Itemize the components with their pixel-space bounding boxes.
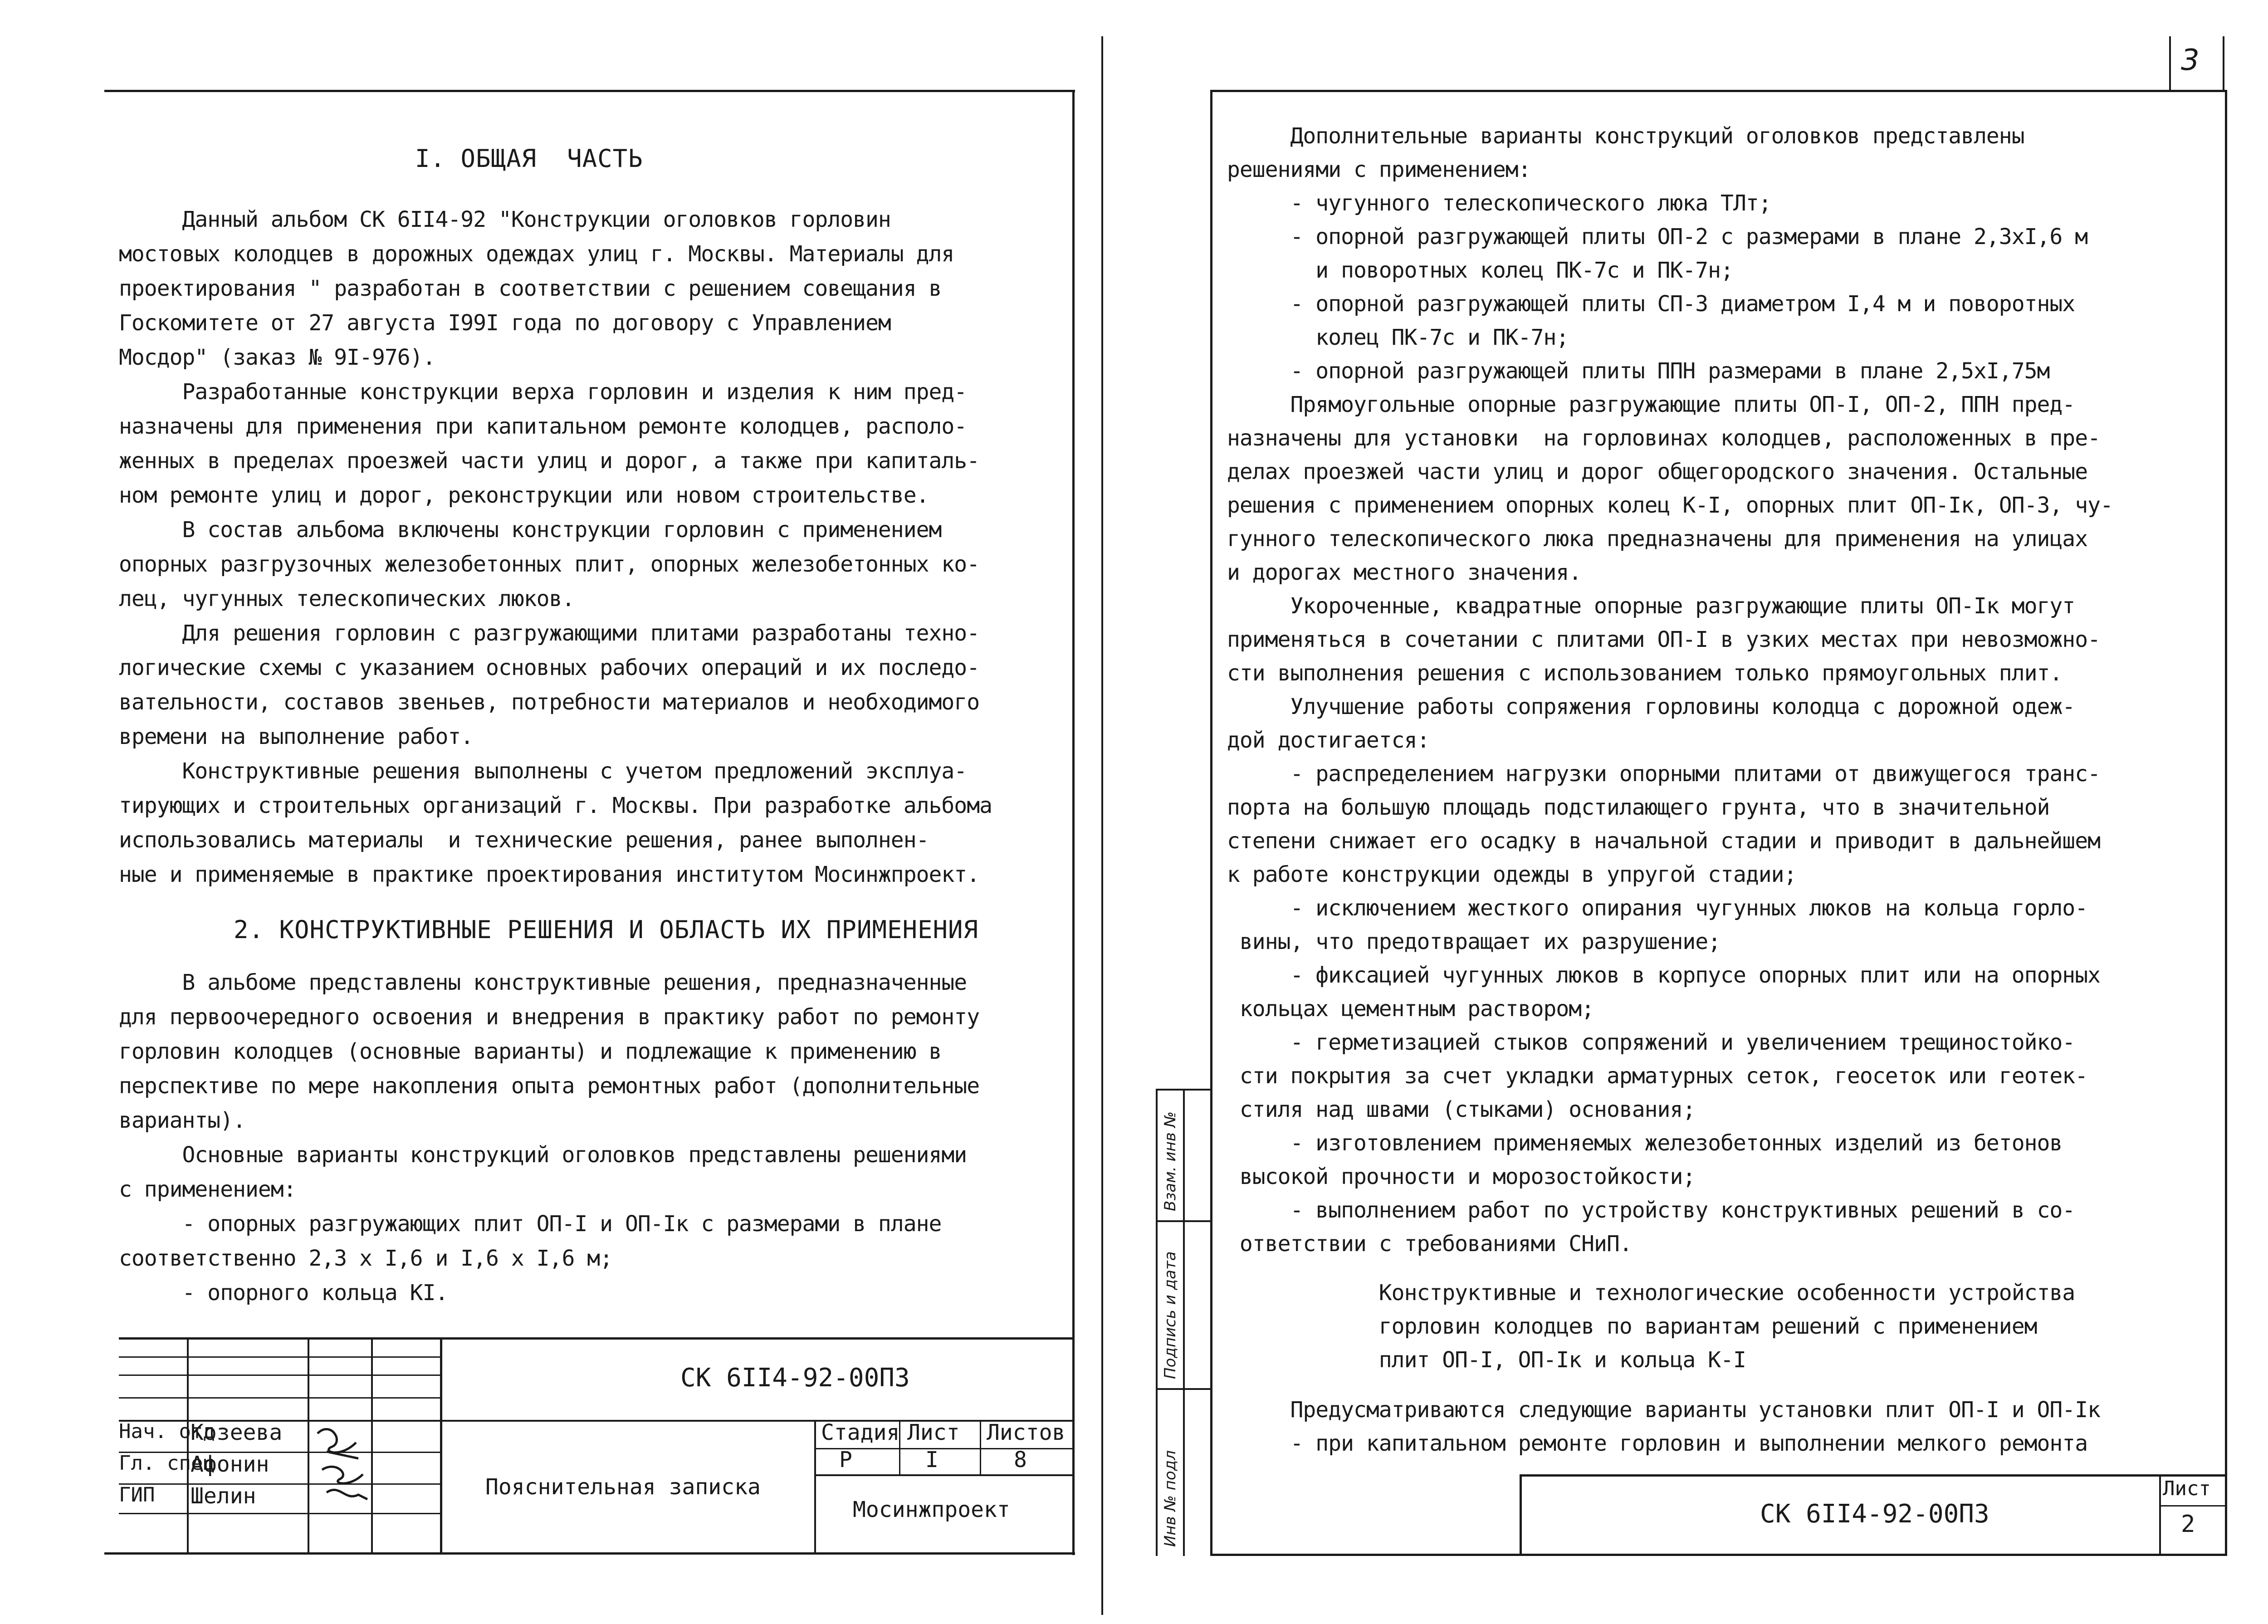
text-line: - распределением нагрузки опорными плитами от движущегося транс- xyxy=(1227,761,2100,787)
text-line: и поворотных колец ПК-7с и ПК-7н; xyxy=(1227,258,1733,283)
margin-strip-inner xyxy=(1183,1089,1185,1556)
text-line: соответственно 2,3 х I,6 и I,6 х I,6 м; xyxy=(119,1246,613,1271)
text-line: - опорной разгружающей плиты ППН размерами в плане 2,5хI,75м xyxy=(1227,358,2050,384)
right-sheet-top-border xyxy=(1210,90,2227,92)
page-number-box-left xyxy=(2169,36,2171,90)
text-line: В альбоме представлены конструктивные решения, предназначенные xyxy=(119,970,967,995)
stamp-sheets-value: 8 xyxy=(1014,1447,1027,1472)
text-line: вательности, составов звеньев, потребности материалов и необходимого xyxy=(119,690,980,715)
text-line: Разработанные конструкции верха горловин и изделия к ним пред- xyxy=(119,379,967,405)
margin-strip-rule xyxy=(1156,1388,1212,1390)
text-line: стиля над швами (стыками) основания; xyxy=(1227,1097,1696,1122)
stamp-rule xyxy=(440,1337,442,1552)
text-line: - герметизацией стыков сопряжений и увеличением трещиностойко- xyxy=(1227,1030,2075,1055)
text-line: применяться в сочетании с плитами ОП-I в узких местах при невозможно- xyxy=(1227,627,2100,652)
text-line: плит ОП-I, ОП-Iк и кольца К-I xyxy=(1227,1347,1746,1373)
text-line: тирующих и строительных организаций г. Москвы. При разработке альбома xyxy=(119,793,992,818)
page-number: 3 xyxy=(2181,44,2200,77)
stamp-name: Шелин xyxy=(191,1483,256,1509)
text-line: - опорной разгружающей плиты СП-3 диаметром I,4 м и поворотных xyxy=(1227,291,2075,317)
margin-strip-rule xyxy=(1156,1220,1212,1222)
text-line: делах проезжей части улиц и дорог общегородского значения. Остальные xyxy=(1227,459,2088,484)
text-line: Конструктивные и технологические особенности устройства xyxy=(1227,1280,2075,1306)
text-line: сти покрытия за счет укладки арматурных сеток, геосеток или геотек- xyxy=(1227,1063,2088,1089)
stamp-rule xyxy=(814,1474,1074,1476)
text-line: логические схемы с указанием основных рабочих операций и их последо- xyxy=(119,655,980,680)
stamp-stage-value: Р xyxy=(839,1447,852,1472)
text-line: решениями с применением: xyxy=(1227,157,1531,182)
text-line: сти выполнения решения с использованием только прямоугольных плит. xyxy=(1227,660,2063,686)
right-sheet-right-border xyxy=(2225,90,2227,1556)
stamp-doc-code: СК 6II4-92-00ПЗ xyxy=(1760,1499,1989,1529)
stamp-sheet-label: Лист xyxy=(2163,1477,2211,1500)
text-line: решения с применением опорных колец К-I, опорных плит ОП-Iк, ОП-3, чу- xyxy=(1227,493,2113,518)
stamp-role: Нач. отд xyxy=(119,1420,215,1443)
text-line: ном ремонте улиц и дорог, реконструкции или новом строительстве. xyxy=(119,483,929,508)
text-line: - выполнением работ по устройству конструктивных решений в со- xyxy=(1227,1198,2075,1223)
stamp-rule xyxy=(2159,1505,2227,1507)
text-line: колец ПК-7с и ПК-7н; xyxy=(1227,325,1569,350)
stamp-rule xyxy=(2159,1474,2161,1555)
text-line: кольцах цементным раствором; xyxy=(1227,996,1594,1022)
text-line: лец, чугунных телескопических люков. xyxy=(119,586,575,611)
stamp-rule xyxy=(119,1513,442,1514)
text-line: - опорной разгружающей плиты ОП-2 с размерами в плане 2,3хI,6 м xyxy=(1227,224,2088,249)
text-line: женных в пределах проезжей части улиц и дорог, а также при капиталь- xyxy=(119,448,980,474)
text-line: Для решения горловин с разгружающими плитами разработаны техно- xyxy=(119,621,980,646)
stamp-doc-code: СК 6II4-92-00ПЗ xyxy=(680,1363,910,1393)
margin-label-inv: Инв № подл xyxy=(1161,1450,1179,1547)
text-line: Мосдор" (заказ № 9I-976). xyxy=(119,345,435,370)
text-line: вины, что предотвращает их разрушение; xyxy=(1227,929,1721,954)
stamp-rule xyxy=(119,1483,442,1485)
text-line: назначены для применения при капитальном ремонте колодцев, располо- xyxy=(119,414,967,439)
text-line: и дорогах местного значения. xyxy=(1227,560,1582,585)
text-line: степени снижает его осадку в начальной стадии и приводит в дальнейшем xyxy=(1227,828,2100,854)
text-line: - при капитальном ремонте горловин и выполнении мелкого ремонта xyxy=(1227,1431,2088,1456)
margin-strip-left xyxy=(1156,1089,1158,1556)
text-line: времени на выполнение работ. xyxy=(119,724,474,749)
margin-strip-top xyxy=(1156,1089,1212,1091)
text-line: горловин колодцев по вариантам решений с применением xyxy=(1227,1314,2037,1339)
stamp-org: Мосинжпроект xyxy=(853,1497,1010,1522)
text-line: дой достигается: xyxy=(1227,728,1430,753)
right-sheet-left-border xyxy=(1210,90,1212,1556)
margin-label-vzam: Взам. инв № xyxy=(1161,1111,1179,1211)
text-line: высокой прочности и морозостойкости; xyxy=(1227,1164,1696,1189)
stamp-rule xyxy=(187,1337,189,1552)
stamp-rule xyxy=(119,1356,442,1358)
stamp-rule xyxy=(980,1420,981,1476)
text-line: - чугунного телескопического люка ТЛт; xyxy=(1227,191,1771,216)
text-line: - фиксацией чугунных люков в корпусе опорных плит или на опорных xyxy=(1227,963,2100,988)
signature-icon xyxy=(313,1415,372,1511)
text-line: порта на большую площадь подстилающего грунта, что в значительной xyxy=(1227,795,2050,820)
spread-divider xyxy=(1101,36,1103,1615)
text-line: использовались материалы и технические решения, ранее выполнен- xyxy=(119,827,929,853)
margin-label-signature: Подпись и дата xyxy=(1161,1251,1179,1379)
text-line: Госкомитете от 27 августа I99I года по договору с Управлением xyxy=(119,310,891,336)
text-line: варианты). xyxy=(119,1108,245,1133)
text-line: Дополнительные варианты конструкций оголовков представлены xyxy=(1227,123,2024,149)
text-line: - изготовлением применяемых железобетонных изделий из бетонов xyxy=(1227,1130,2063,1156)
text-line: Укороченные, квадратные опорные разгружающие плиты ОП-Iк могут xyxy=(1227,593,2075,619)
text-line: - опорных разгружающих плит ОП-I и ОП-Iк с размерами в плане xyxy=(119,1211,942,1237)
stamp-rule xyxy=(814,1448,1074,1449)
text-line: Данный альбом СК 6II4-92 "Конструкции оголовков горловин xyxy=(119,207,891,232)
left-sheet-right-border xyxy=(1072,90,1075,1555)
text-line: проектирования " разработан в соответствии с решением совещания в xyxy=(119,276,942,301)
stamp-role: ГИП xyxy=(119,1483,155,1507)
stamp-rule xyxy=(1520,1474,2227,1477)
stamp-rule xyxy=(308,1337,309,1552)
text-line: перспективе по мере накопления опыта ремонтных работ (дополнительные xyxy=(119,1073,980,1099)
stamp-name: Афонин xyxy=(191,1452,269,1477)
stamp-name: Козеева xyxy=(191,1420,283,1445)
text-line: Предусматриваются следующие варианты установки плит ОП-I и ОП-Iк xyxy=(1227,1397,2100,1423)
stamp-rule xyxy=(119,1397,442,1399)
stamp-sheet-number: 2 xyxy=(2181,1511,2195,1538)
text-line: - опорного кольца КI. xyxy=(119,1280,448,1306)
stamp-rule xyxy=(119,1375,442,1376)
stamp-doc-title: Пояснительная записка xyxy=(485,1474,761,1500)
left-sheet-bottom-border xyxy=(104,1552,1075,1555)
text-line: Улучшение работы сопряжения горловины колодца с дорожной одеж- xyxy=(1227,694,2075,719)
text-line: В состав альбома включены конструкции горловин с применением xyxy=(119,517,942,543)
text-line: горловин колодцев (основные варианты) и подлежащие к применению в xyxy=(119,1039,942,1064)
stamp-rule xyxy=(119,1337,1074,1340)
left-sheet-top-border xyxy=(104,90,1075,92)
stamp-role: Гл. спец xyxy=(119,1452,215,1475)
text-line: Конструктивные решения выполнены с учетом предложений эксплуа- xyxy=(119,758,967,784)
text-line: ные и применяемые в практике проектирования институтом Мосинжпроект. xyxy=(119,862,980,887)
text-line: назначены для установки на горловинах колодцев, расположенных в пре- xyxy=(1227,426,2100,451)
stamp-sheet-header: Лист xyxy=(907,1420,960,1445)
section-1-title: I. ОБЩАЯ ЧАСТЬ xyxy=(415,144,643,173)
text-line: ответствии с требованиями СНиП. xyxy=(1227,1231,1632,1257)
text-line: с применением: xyxy=(119,1177,296,1202)
page-number-box-right xyxy=(2223,36,2224,90)
text-line: - исключением жесткого опирания чугунных люков на кольца горло- xyxy=(1227,895,2088,921)
text-line: для первоочередного освоения и внедрения в практику работ по ремонту xyxy=(119,1004,980,1030)
text-line: гунного телескопического люка предназначены для применения на улицах xyxy=(1227,526,2088,552)
stamp-sheet-value: I xyxy=(925,1447,938,1472)
text-line: мостовых колодцев в дорожных одеждах улиц г. Москвы. Материалы для xyxy=(119,241,954,267)
section-2-title: 2. КОНСТРУКТИВНЫЕ РЕШЕНИЯ И ОБЛАСТЬ ИХ ПРИМЕНЕНИЯ xyxy=(234,915,979,944)
stamp-sheets-header: Листов xyxy=(987,1420,1066,1445)
right-sheet-bottom-border xyxy=(1210,1554,2227,1556)
text-line: Прямоугольные опорные разгружающие плиты ОП-I, ОП-2, ППН пред- xyxy=(1227,392,2075,417)
stamp-stage-header: Стадия xyxy=(821,1420,900,1445)
stamp-rule xyxy=(814,1420,816,1552)
text-line: к работе конструкции одежды в упругой стадии; xyxy=(1227,862,1797,887)
stamp-rule xyxy=(1520,1474,1522,1555)
text-line: Основные варианты конструкций оголовков представлены решениями xyxy=(119,1142,967,1168)
text-line: опорных разгрузочных железобетонных плит, опорных железобетонных ко- xyxy=(119,552,980,577)
